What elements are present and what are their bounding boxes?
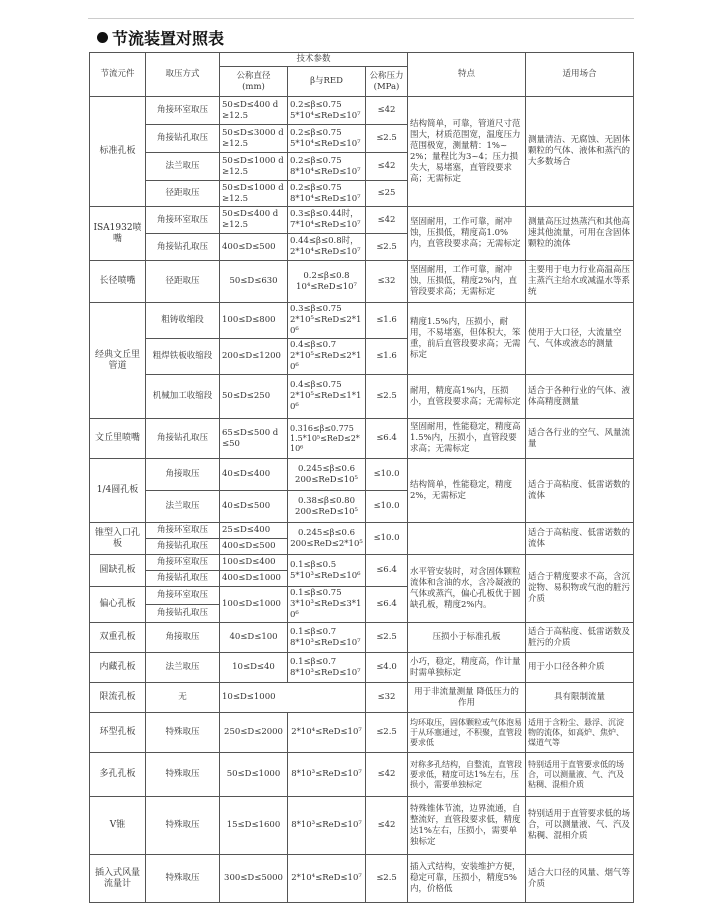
method-cell: 特殊取压 <box>146 713 220 753</box>
pressure-cell: ≤42 <box>366 753 408 797</box>
features-cell: 结构简单，可靠，管道尺寸范围大，材质范围宽，温度压力范围极宽，测量精：1%~2%；量程比为3~4；压力损失大，易堵塞，直管段要求高；无需标定 <box>408 97 526 207</box>
diameter-cell: 50≤D≤3000 d≥12.5 <box>220 125 288 153</box>
diameter-cell: 15≤D≤1600 <box>220 797 288 855</box>
beta-red-cell: 0.2≤β≤0.75 5*10⁴≤ReD≤10⁷ <box>288 125 366 153</box>
element-name: 多孔孔板 <box>90 753 146 797</box>
beta-red-cell: 2*10⁴≤ReD≤10⁷ <box>288 713 366 753</box>
header-method: 取压方式 <box>146 53 220 97</box>
element-name: 内藏孔板 <box>90 653 146 683</box>
beta-red-cell: 0.38≤β≤0.80 200≤ReD≤10⁵ <box>288 491 366 523</box>
applications-cell: 特别适用于直管要求低的场合，可以测量液、气、汽及粘稠、混相介质 <box>526 753 634 797</box>
pressure-cell: ≤2.5 <box>366 855 408 903</box>
method-cell: 机械加工收缩段 <box>146 375 220 419</box>
element-name: 限流孔板 <box>90 683 146 713</box>
element-name: 锥型入口孔板 <box>90 523 146 555</box>
header-tech-params: 技术参数 <box>220 53 408 67</box>
applications-cell: 适合于高粘度、低雷诺数的流体 <box>526 459 634 523</box>
method-cell: 法兰取压 <box>146 153 220 181</box>
beta-red-cell: 0.3≤β≤0.75 2*10⁵≤ReD≤2*10⁶ <box>288 303 366 339</box>
beta-red-cell: 0.4≤β≤0.7 2*10⁵≤ReD≤2*10⁶ <box>288 339 366 375</box>
applications-cell: 使用于大口径，大流量空气、气体或液态的测量 <box>526 303 634 375</box>
beta-red-cell: 0.2≤β≤0.75 5*10⁴≤ReD≤10⁷ <box>288 97 366 125</box>
beta-red-cell: 0.245≤β≤0.6 200≤ReD≤2*10⁵ <box>288 523 366 555</box>
diameter-cell: 100≤D≤400 <box>220 555 288 571</box>
pressure-cell: ≤2.5 <box>366 125 408 153</box>
pressure-cell: ≤25 <box>366 181 408 207</box>
pressure-cell: ≤4.0 <box>366 653 408 683</box>
method-cell: 角接取压 <box>146 459 220 491</box>
pressure-cell: ≤10.0 <box>366 491 408 523</box>
applications-cell: 适合于精度要求不高，含沉淀物、易积物或气泡的脏污介质 <box>526 555 634 623</box>
beta-red-cell: 0.2≤β≤0.75 8*10⁴≤ReD≤10⁷ <box>288 181 366 207</box>
diameter-cell: 250≤D≤2000 <box>220 713 288 753</box>
method-cell: 角接环室取压 <box>146 555 220 571</box>
diameter-cell: 65≤D≤500 d≤50 <box>220 419 288 459</box>
applications-cell: 适合于高粘度、低雷诺数的流体 <box>526 523 634 555</box>
diameter-cell: 50≤D≤250 <box>220 375 288 419</box>
header-pressure: 公称压力 (MPa) <box>366 67 408 97</box>
diameter-cell: 10≤D≤1000 <box>220 683 366 713</box>
diameter-cell: 40≤D≤500 <box>220 491 288 523</box>
beta-red-cell: 8*10³≤ReD≤10⁷ <box>288 753 366 797</box>
header-beta-red: β与RED <box>288 67 366 97</box>
beta-red-cell: 0.2≤β≤0.75 8*10⁴≤ReD≤10⁷ <box>288 153 366 181</box>
pressure-cell: ≤32 <box>366 261 408 303</box>
features-cell: 耐用，精度高1%内，压损小，直管段要求高；无需标定 <box>408 375 526 419</box>
pressure-cell: ≤2.5 <box>366 234 408 261</box>
beta-red-cell: 0.44≤β≤0.8时， 2*10⁴≤ReD≤10⁷ <box>288 234 366 261</box>
features-cell: 坚固耐用，工作可靠，耐冲蚀，压损低，精度高1.0%内，直管段要求高；无需标定 <box>408 207 526 261</box>
element-name: 标准孔板 <box>90 97 146 207</box>
element-name: 文丘里喷嘴 <box>90 419 146 459</box>
header-applications: 适用场合 <box>526 53 634 97</box>
pressure-cell: ≤42 <box>366 797 408 855</box>
top-rule <box>88 18 634 19</box>
page-title-text: 节流装置对照表 <box>112 29 225 48</box>
features-cell: 用于非流量测量 降低压力的作用 <box>408 683 526 713</box>
pressure-cell: ≤6.4 <box>366 587 408 623</box>
method-cell: 粗焊铁板收缩段 <box>146 339 220 375</box>
element-name: 经典文丘里管道 <box>90 303 146 419</box>
beta-red-cell: 0.1≤β≤0.7 8*10³≤ReD≤10⁷ <box>288 653 366 683</box>
beta-red-cell: 0.1≤β≤0.5 5*10³≤ReD≤10⁶ <box>288 555 366 587</box>
features-cell <box>408 523 526 555</box>
element-name: 长径喷嘴 <box>90 261 146 303</box>
diameter-cell: 40≤D≤400 <box>220 459 288 491</box>
method-cell: 角接钻孔取压 <box>146 419 220 459</box>
method-cell: 无 <box>146 683 220 713</box>
features-cell: 结构简单，性能稳定，精度2%，无需标定 <box>408 459 526 523</box>
diameter-cell: 100≤D≤1000 <box>220 587 288 623</box>
beta-red-cell: 0.316≤β≤0.775 1.5*10⁵≤ReD≤2*10⁶ <box>288 419 366 459</box>
comparison-table <box>89 52 634 903</box>
element-name: 环型孔板 <box>90 713 146 753</box>
features-cell: 均环取压，固体颗粒或气体泡易于从环塞通过，不积聚，直管段要求低 <box>408 713 526 753</box>
features-cell: 小巧，稳定，精度高，作计量时需单独标定 <box>408 653 526 683</box>
features-cell: 对称多孔结构，自整流，直管段要求低，精度可达1%左右，压损小，需要单独标定 <box>408 753 526 797</box>
diameter-cell: 50≤D≤1000 <box>220 753 288 797</box>
method-cell: 粗铸收缩段 <box>146 303 220 339</box>
header-diameter: 公称直径 (mm) <box>220 67 288 97</box>
pressure-cell: ≤2.5 <box>366 375 408 419</box>
element-name: 1/4圆孔板 <box>90 459 146 523</box>
method-cell: 角接环室取压 <box>146 97 220 125</box>
bullet-icon <box>97 32 108 43</box>
method-cell: 特殊取压 <box>146 753 220 797</box>
applications-cell: 用于小口径各种介质 <box>526 653 634 683</box>
applications-cell: 测量高压过热蒸汽和其他高速其他流量，可用在含固体颗粒的流体 <box>526 207 634 261</box>
features-cell: 坚固耐用，性能稳定，精度高1.5%内，压损小，直管段要求高；无需标定 <box>408 419 526 459</box>
diameter-cell: 400≤D≤500 <box>220 539 288 555</box>
pressure-cell: ≤6.4 <box>366 555 408 587</box>
pressure-cell: ≤2.5 <box>366 713 408 753</box>
applications-cell: 特别适用于直管要求低的场合，可以测量液、气、汽及粘稠、混相介质 <box>526 797 634 855</box>
pressure-cell: ≤42 <box>366 97 408 125</box>
method-cell: 角接取压 <box>146 623 220 653</box>
pressure-cell: ≤10.0 <box>366 459 408 491</box>
applications-cell: 适合大口径的风量、烟气等介质 <box>526 855 634 903</box>
features-cell: 坚固耐用，工作可靠，耐冲蚀，压损低，精度2%内，直管段要求高；无需标定 <box>408 261 526 303</box>
diameter-cell: 25≤D≤400 <box>220 523 288 539</box>
header-features: 特点 <box>408 53 526 97</box>
pressure-cell: ≤2.5 <box>366 623 408 653</box>
pressure-cell: ≤1.6 <box>366 303 408 339</box>
diameter-cell: 100≤D≤800 <box>220 303 288 339</box>
features-cell: 压损小于标准孔板 <box>408 623 526 653</box>
diameter-cell: 300≤D≤5000 <box>220 855 288 903</box>
method-cell: 角接钻孔取压 <box>146 125 220 153</box>
pressure-cell: ≤42 <box>366 153 408 181</box>
element-name: 插入式风量流量计 <box>90 855 146 903</box>
diameter-cell: 10≤D≤40 <box>220 653 288 683</box>
diameter-cell: 50≤D≤1000 d≥12.5 <box>220 181 288 207</box>
method-cell: 角接环室取压 <box>146 523 220 539</box>
diameter-cell: 50≤D≤630 <box>220 261 288 303</box>
pressure-cell: ≤6.4 <box>366 419 408 459</box>
applications-cell: 适合于各种行业的气体、液体高精度测量 <box>526 375 634 419</box>
element-name: 双重孔板 <box>90 623 146 653</box>
features-cell: 特殊锥体节流，边界流通，自整流好，直管段要求低，精度达1%左右，压损小，需要单独标定 <box>408 797 526 855</box>
diameter-cell: 400≤D≤500 <box>220 234 288 261</box>
pressure-cell: ≤32 <box>366 683 408 713</box>
method-cell: 角接钻孔取压 <box>146 605 220 623</box>
applications-cell: 测量清洁、无腐蚀、无固体颗粒的气体、液体和蒸汽的大多数场合 <box>526 97 634 207</box>
diameter-cell: 50≤D≤1000 d≥12.5 <box>220 153 288 181</box>
element-name: 圆缺孔板 <box>90 555 146 587</box>
beta-red-cell: 0.3≤β≤0.44时， 7*10⁴≤ReD≤10⁷ <box>288 207 366 234</box>
features-cell: 水平管安装时，对含固体颗粒流体和含油的水，含冷凝液的气体或蒸汽，偏心孔板优于圆缺孔板，精度2%内。 <box>408 555 526 623</box>
beta-red-cell: 0.2≤β≤0.8 10⁴≤ReD≤10⁷ <box>288 261 366 303</box>
method-cell: 角接环室取压 <box>146 207 220 234</box>
beta-red-cell: 2*10⁴≤ReD≤10⁷ <box>288 855 366 903</box>
page-title <box>97 26 224 49</box>
element-name: V锥 <box>90 797 146 855</box>
element-name: ISA1932喷嘴 <box>90 207 146 261</box>
diameter-cell: 50≤D≤400 d≥12.5 <box>220 97 288 125</box>
diameter-cell: 400≤D≤1000 <box>220 571 288 587</box>
method-cell: 角接钻孔取压 <box>146 571 220 587</box>
beta-red-cell: 0.245≤β≤0.6 200≤ReD≤10⁵ <box>288 459 366 491</box>
applications-cell: 具有限制流量 <box>526 683 634 713</box>
method-cell: 径距取压 <box>146 181 220 207</box>
method-cell: 特殊取压 <box>146 855 220 903</box>
method-cell: 角接环室取压 <box>146 587 220 605</box>
applications-cell: 主要用于电力行业高温高压主蒸汽主给水或减温水等系统 <box>526 261 634 303</box>
method-cell: 角接钻孔取压 <box>146 539 220 555</box>
applications-cell: 适用于含粉尘、悬浮、沉淀物的流体，如高炉、焦炉、煤道气等 <box>526 713 634 753</box>
diameter-cell: 200≤D≤1200 <box>220 339 288 375</box>
features-cell: 精度1.5%内，压损小，耐用，不易堵塞，但体积大，笨重，前后直管段要求高；无需标定 <box>408 303 526 375</box>
element-name: 偏心孔板 <box>90 587 146 623</box>
method-cell: 角接钻孔取压 <box>146 234 220 261</box>
applications-cell: 适合于高粘度、低雷诺数及脏污的介质 <box>526 623 634 653</box>
beta-red-cell: 8*10³≤ReD≤10⁷ <box>288 797 366 855</box>
method-cell: 法兰取压 <box>146 653 220 683</box>
pressure-cell: ≤1.6 <box>366 339 408 375</box>
applications-cell: 适合各行业的空气、风量流量 <box>526 419 634 459</box>
method-cell: 径距取压 <box>146 261 220 303</box>
header-element: 节流元件 <box>90 53 146 97</box>
beta-red-cell: 0.1≤β≤0.7 8*10³≤ReD≤10⁷ <box>288 623 366 653</box>
method-cell: 法兰取压 <box>146 491 220 523</box>
beta-red-cell: 0.4≤β≤0.75 2*10⁵≤ReD≤1*10⁶ <box>288 375 366 419</box>
method-cell: 特殊取压 <box>146 797 220 855</box>
diameter-cell: 50≤D≤400 d≥12.5 <box>220 207 288 234</box>
pressure-cell: ≤42 <box>366 207 408 234</box>
beta-red-cell: 0.1≤β≤0.75 3*10³≤ReD≤3*10⁶ <box>288 587 366 623</box>
pressure-cell: ≤10.0 <box>366 523 408 555</box>
features-cell: 插入式结构，安装维护方便，稳定可靠，压损小，精度5%内，价格低 <box>408 855 526 903</box>
diameter-cell: 40≤D≤100 <box>220 623 288 653</box>
